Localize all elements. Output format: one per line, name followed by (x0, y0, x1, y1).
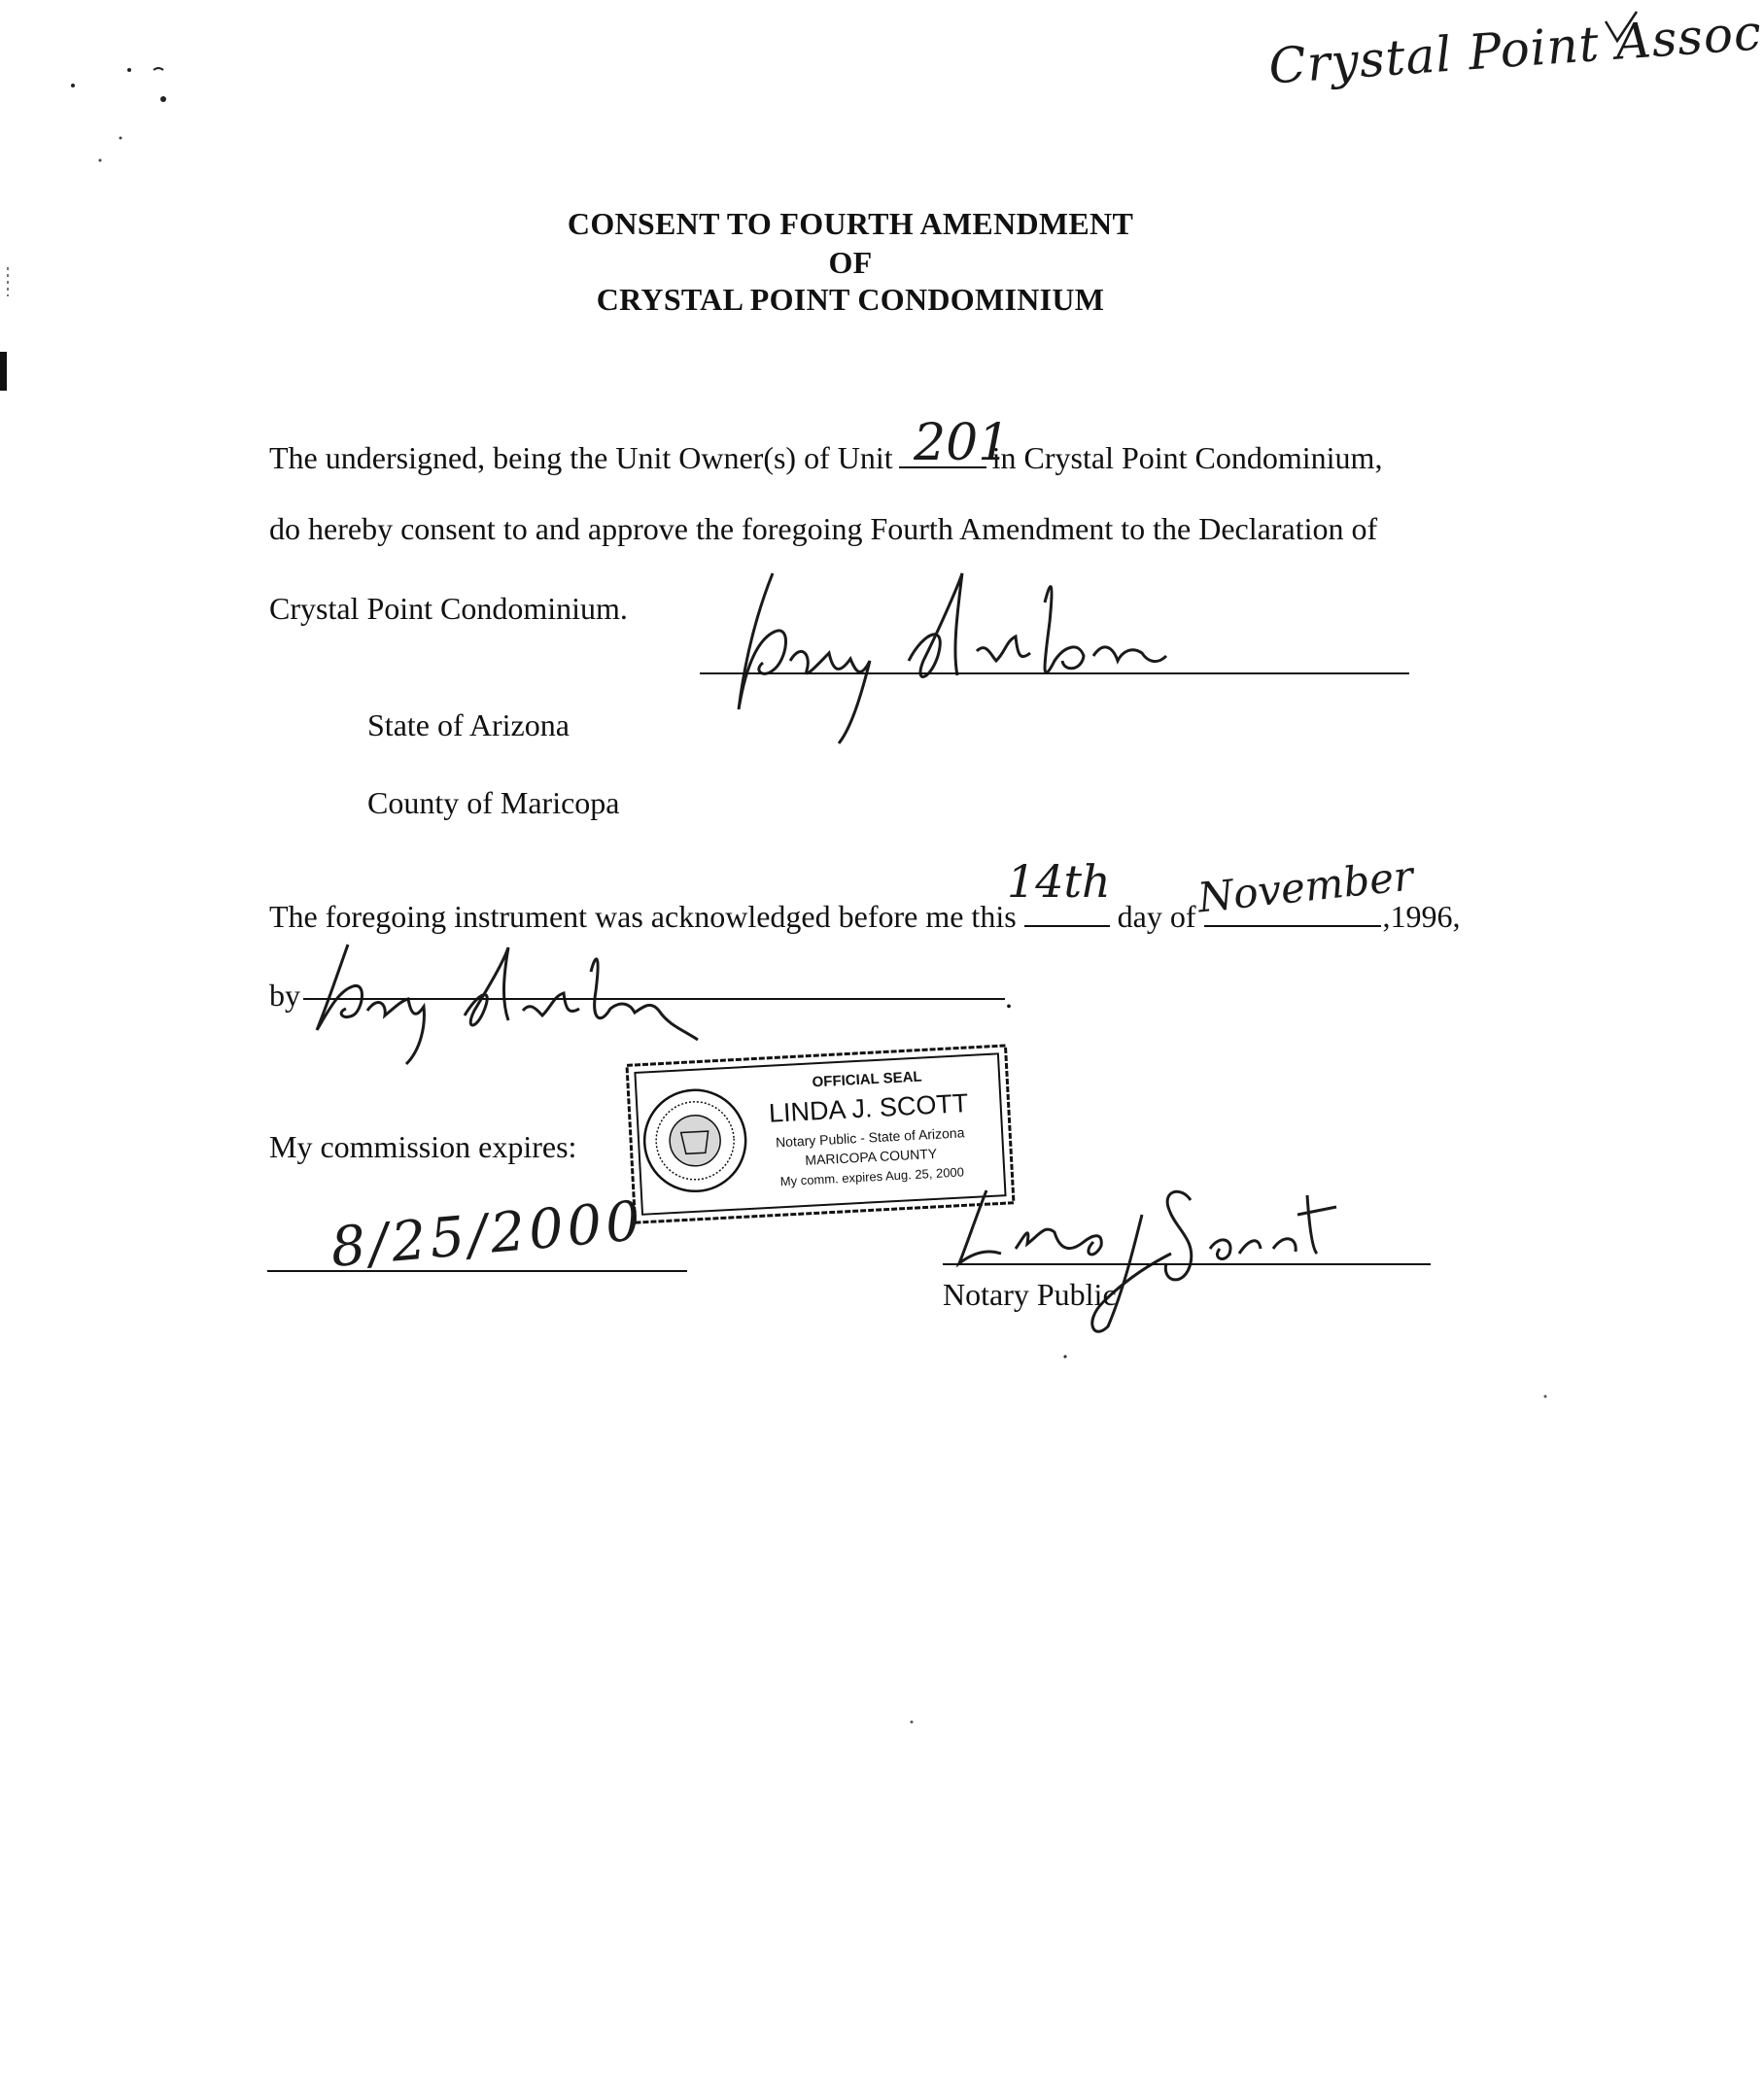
acknowledgment-text: The foregoing instrument was acknowledged before me this (269, 899, 1017, 934)
by-period: . (1005, 980, 1013, 1015)
state-label: State of Arizona (367, 707, 570, 742)
title-line-1: CONSENT TO FOURTH AMENDMENT (567, 206, 1134, 241)
consent-text-before-unit: The undersigned, being the Unit Owner(s) of Unit (269, 440, 893, 475)
notary-public-label: Notary Public (943, 1277, 1117, 1312)
owner-signature (714, 564, 1220, 748)
acknowledged-by-line (303, 998, 1005, 1000)
commission-expiry-line (267, 1270, 687, 1272)
owner-signature-line (700, 672, 1409, 674)
corner-handwritten-note: Crystal Point Assoc (1266, 4, 1764, 95)
consent-line-2: do hereby consent to and approve the foregoing Fourth Amendment to the Declaration of (269, 511, 1378, 546)
acknowledged-by-signature (309, 933, 717, 1069)
commission-label: My commission expires: (269, 1129, 577, 1164)
day-handwritten: 14th (1007, 855, 1111, 908)
by-label: by (269, 978, 300, 1013)
seal-notary-expiry: My comm. expires Aug. 25, 2000 (779, 1164, 965, 1189)
consent-text-after-unit: in Crystal Point Condominium, (991, 440, 1383, 475)
county-label: County of Maricopa (367, 785, 620, 820)
consent-line-3: Crystal Point Condominium. (269, 591, 628, 626)
seal-notary-name: LINDA J. SCOTT (768, 1088, 970, 1128)
seal-notary-county: MARICOPA COUNTY (805, 1145, 938, 1168)
year-text: ,1996, (1382, 899, 1461, 934)
seal-notary-state: Notary Public - State of Arizona (775, 1124, 965, 1151)
consent-line-1 (269, 437, 1382, 476)
month-handwritten: November (1195, 851, 1416, 922)
notary-signature (948, 1156, 1356, 1341)
seal-heading: OFFICIAL SEAL (812, 1068, 923, 1091)
title-line-2: OF (828, 245, 873, 280)
title-line-3: CRYSTAL POINT CONDOMINIUM (596, 282, 1105, 317)
notary-signature-line (943, 1263, 1431, 1265)
unit-number-handwritten: 201 (914, 414, 1011, 472)
commission-expiry-handwritten: 8/25/2000 (328, 1189, 647, 1280)
day-of-text: day of (1117, 899, 1196, 934)
check-mark-icon (1602, 8, 1641, 47)
